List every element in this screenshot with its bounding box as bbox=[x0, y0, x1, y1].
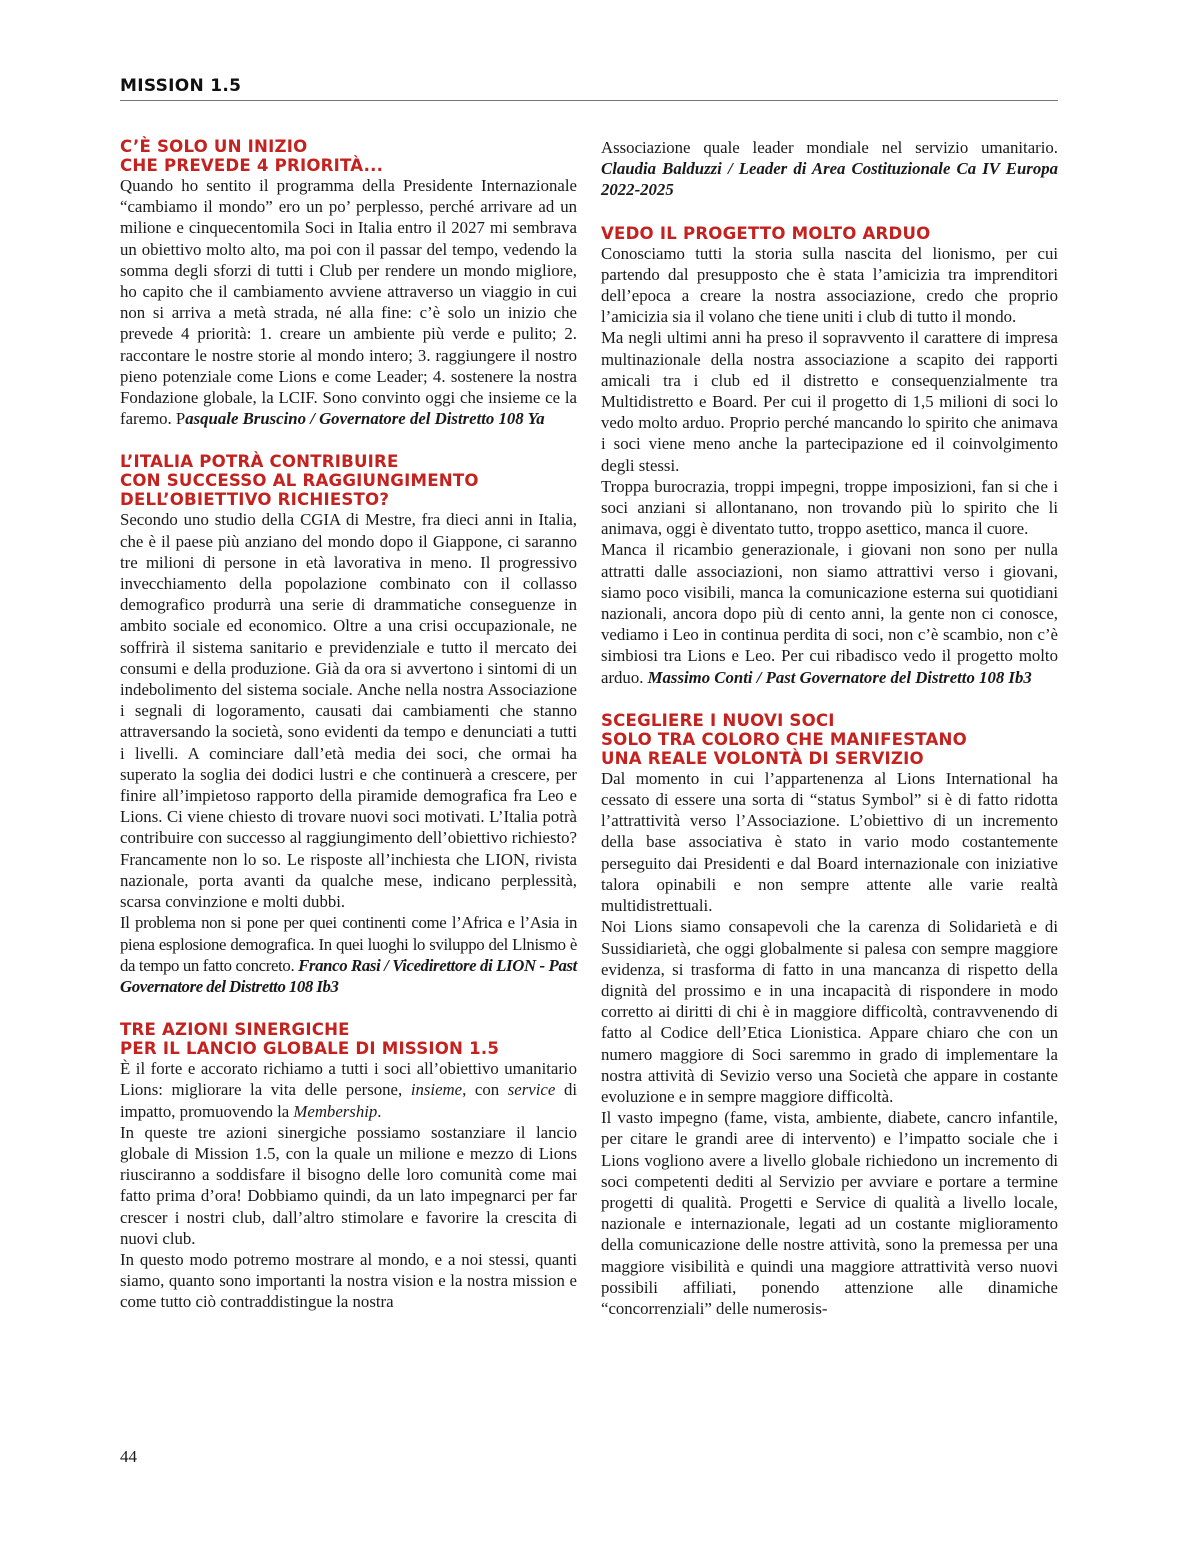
article-paragraph bbox=[120, 509, 577, 912]
author-byline: asquale Bruscino / Governatore del Distretto 108 Ya bbox=[185, 409, 545, 429]
article-paragraph bbox=[601, 916, 1058, 1107]
paragraph-text: Secondo uno studio della CGIA di Mestre, fra dieci anni in Italia, che è il paese più anziano del mondo dopo il Giappone, ci saranno tre milioni di persone in età lavorativa in meno. Il progressivo invecchiamento della popolazione combinato con il collasso demografico produrrà una serie di drammatiche conseguenze in ambito sociale ed economico. Oltre a una crisi occupazionale, ne soffrirà il sistema sanitario e previdenziale e tutto il mercato dei consumi e della produzione. Già da ora si avvertono i sintomi di un indebolimento del sistema sociale. Anche nella nostra Associazione i segnali di logoramento, causati dai cambiamenti che stanno attraversando la società, sono evidenti da tempo e denunciati a tutti i livelli. A cominciare dall’età media dei soci, che ormai ha superato la soglia dei dodici lustri e che continuerà a crescere, per finire all’impietoso rapporto della piramide demografica fra Leo e Lions. Ci viene chiesto di trovare nuovi soci motivati. L’Italia potrà contribuire con successo al raggiungimento dell’obiettivo richiesto? Francamente non lo so. Le risposte all’inchiesta che LION, rivista nazionale, porta avanti da qualche mese, indicano perplessità, scarsa convinzione e molti dubbi. bbox=[120, 510, 577, 912]
heading-line: CHE PREVEDE 4 PRIORITÀ... bbox=[120, 156, 384, 175]
paragraph-text: Noi Lions siamo consapevoli che la carenza di Solidarietà e di Sussidiarietà, che oggi globalmente si palesa con sempre maggiore evidenza, si trasforma di fatto in una mancanza di rispetto della dignità del prossimo e in una incapacità di rispondere in modo corretto ai diritti di chi è in maggiore difficoltà, contravvenendo di fatto al Codice dell’Etica Lionistica. Appare chiaro che con un numero maggiore di Soci saremmo in grado di implementare la nostra attività di Sevizio verso una Società che appare in costante evoluzione e in sempre maggiore difficoltà. bbox=[601, 917, 1058, 1106]
paragraph-text: In questo modo potremo mostrare al mondo, e a noi stessi, quanti siamo, quanto sono importanti la nostra vision e la nostra mission e come tutto ciò contraddistingue la nostra bbox=[120, 1249, 577, 1312]
article-paragraph bbox=[601, 243, 1058, 328]
heading-line: TRE AZIONI SINERGICHE bbox=[120, 1020, 350, 1040]
article-paragraph bbox=[601, 539, 1058, 687]
emphasis-text: insieme bbox=[410, 1080, 463, 1100]
article-heading bbox=[601, 224, 1058, 243]
paragraph-text: Il problema non si pone per quei continenti come l’Africa e l’Asia in piena esplosione demografica. In quei luoghi lo sviluppo del Llnismo è da tempo un fatto concreto. bbox=[120, 913, 577, 975]
paragraph-text: Conosciamo tutti la storia sulla nascita del lionismo, per cui partendo dal presupposto che è stata l’amicizia tra imprenditori dell’epoca a creare la nostra associazione, credo che proprio l’amicizia sia il volano che tiene uniti i club di tutto il mondo. bbox=[601, 243, 1058, 327]
paragraph-text: Associazione quale leader mondiale nel servizio umanitario. bbox=[601, 138, 1058, 157]
heading-line: L’ITALIA POTRÀ CONTRIBUIRE bbox=[120, 452, 399, 472]
paragraph-text: Dal momento in cui l’appartenenza al Lions International ha cessato di essere una sorta di “status Symbol” si è di fatto ridotta l’attrattività verso l’Associazione. L’obiettivo di un incremento della base associativa è stato in vario modo costantemente perseguito dai Presidenti e dal Board internazionale con iniziative talora opinabili e non sempre attente alle varie realtà multidistrettuali. bbox=[601, 768, 1058, 916]
heading-line: SCEGLIERE I NUOVI SOCI bbox=[601, 710, 835, 730]
header-rule bbox=[120, 100, 1058, 101]
article-paragraph bbox=[601, 327, 1058, 475]
paragraph-text: Il vasto impegno (fame, vista, ambiente, diabete, cancro infantile, per citare le grandi aree di intervento) e l’impatto sociale che i Lions vogliono avere a livello globale richiedono un incremento di soci competenti dediti al Servizio per avviare e portare a termine progetti di qualità. Progetti e Service di qualità a livello locale, nazionale e internazionale, legati ad un costante miglioramento della comunicazione delle nostre attività, sono la premessa per una maggiore visibilità e quindi una maggiore attrattività verso nuovi possibili affiliati, ponendo attenzione alle dinamiche “concorrenziali” delle numerosis- bbox=[601, 1108, 1058, 1318]
heading-line: SOLO TRA COLORO CHE MANIFESTANO bbox=[601, 729, 967, 749]
article bbox=[601, 224, 1058, 688]
running-header: MISSION 1.5 bbox=[120, 76, 242, 96]
author-byline: Claudia Balduzzi / Leader di Area Costituzionale Ca IV Europa 2022-2025 bbox=[601, 159, 1058, 200]
paragraph-text: di impatto, promuovendo la bbox=[120, 1080, 577, 1121]
article-paragraph bbox=[120, 1122, 577, 1249]
page-number: 44 bbox=[120, 1447, 137, 1466]
article-paragraph bbox=[120, 1249, 577, 1313]
article-paragraph bbox=[601, 1107, 1058, 1319]
author-byline: Massimo Conti / Past Governatore del Distretto 108 Ib3 bbox=[647, 667, 1032, 687]
emphasis-text: service bbox=[507, 1080, 556, 1100]
paragraph-text: È il forte e accorato richiamo a tutti i soci all’obiettivo umanitario Lions: migliorare la vita delle persone, bbox=[120, 1059, 577, 1100]
article-heading bbox=[120, 1020, 577, 1058]
article-paragraph bbox=[601, 476, 1058, 540]
left-column bbox=[120, 137, 577, 1313]
article-heading bbox=[120, 452, 577, 509]
paragraph-text: Troppa burocrazia, troppi impegni, troppe imposizioni, fan si che i soci anziani si allontanano, non trovando più lo spirito che li animava, oggi è diventato tutto, troppo asettico, manca il cuore. bbox=[601, 476, 1058, 539]
heading-line: VEDO IL PROGETTO MOLTO ARDUO bbox=[601, 223, 931, 243]
article-paragraph bbox=[601, 768, 1058, 916]
article bbox=[120, 137, 577, 429]
article-paragraph bbox=[120, 1058, 577, 1122]
paragraph-text: Quando ho sentito il programma della Presidente Internazionale “cambiamo il mondo” ero un po’ perplesso, perché arrivare ad un milione e cinquecentomila Soci in Italia entro il 2027 mi sembrava un obiettivo molto alto, ma poi con il passar del tempo, vedendo la somma degli sforzi di tutti i Club per rendere un mondo migliore, ho capito che il cambiamento avviene attraverso un viaggio in cui non si arriva a metà strada, né alla fine: c’è solo un inizio che prevede 4 priorità: 1. creare un ambiente più verde e pulito; 2. raccontare le nostre storie al mondo intero; 3. raggiungere il nostro pieno potenziale come Lions e come Leader; 4. sostenere la nostra Fondazione globale, la LCIF. Sono convinto oggi che insieme ce la faremo. P bbox=[120, 176, 577, 429]
emphasis-text: Membership bbox=[293, 1101, 378, 1121]
paragraph-text: Ma negli ultimi anni ha preso il sopravvento il carattere di impresa multinazionale della nostra associazione a scapito dei rapporti amicali tra i club ed il distretto e consequenzialmente tra Multidistretto e Board. Per cui il progetto di 1,5 milioni di soci lo vedo molto arduo. Proprio perché mancando lo spirito che animava i soci viene meno anche la partecipazione ed il coinvolgimento degli stessi. bbox=[601, 328, 1058, 475]
right-column bbox=[601, 137, 1058, 1319]
article-paragraph bbox=[120, 912, 577, 997]
article-heading bbox=[601, 711, 1058, 768]
article-heading bbox=[120, 137, 577, 175]
heading-line: PER IL LANCIO GLOBALE DI MISSION 1.5 bbox=[120, 1039, 500, 1059]
paragraph-text: . bbox=[377, 1101, 382, 1121]
heading-line: C’È SOLO UN INIZIO bbox=[120, 137, 308, 156]
heading-line: DELL’OBIETTIVO RICHIESTO? bbox=[120, 490, 390, 510]
article bbox=[120, 452, 577, 997]
article bbox=[120, 1020, 577, 1312]
heading-line: UNA REALE VOLONTÀ DI SERVIZIO bbox=[601, 748, 924, 768]
heading-line: CON SUCCESSO AL RAGGIUNGIMENTO bbox=[120, 471, 479, 491]
spacer bbox=[601, 201, 1058, 224]
article-paragraph bbox=[120, 175, 577, 429]
paragraph-text: Manca il ricambio generazionale, i giovani non sono per nulla attratti dalle associazioni, non siamo attrattivi verso i giovani, siamo poco visibili, manca la comunicazione esterna sui quotidiani nazionali, ancora dopo più di cento anni, la gente non ci conosce, vediamo i Leo in continua perdita di soci, non c’è scambio, non c’è simbiosi tra Lions e Leo. Per cui ribadisco vedo il progetto molto arduo. bbox=[601, 540, 1058, 687]
article bbox=[601, 711, 1058, 1319]
paragraph-text: , con bbox=[462, 1080, 508, 1100]
article-paragraph bbox=[601, 137, 1058, 201]
paragraph-text: In queste tre azioni sinergiche possiamo sostanziare il lancio globale di Mission 1.5, con la quale un milione e mezzo di Lions riusciranno a soddisfare il bisogno delle loro comunità come mai fatto prima d’ora! Dobbiamo quindi, da un lato impegnarci per far crescer i nostri club, dall’altro stimolare e favorire la crescita di nuovi club. bbox=[120, 1122, 577, 1248]
author-byline: Franco Rasi / Vicedirettore di LION - Past Governatore del Distretto 108 Ib3 bbox=[120, 955, 577, 996]
